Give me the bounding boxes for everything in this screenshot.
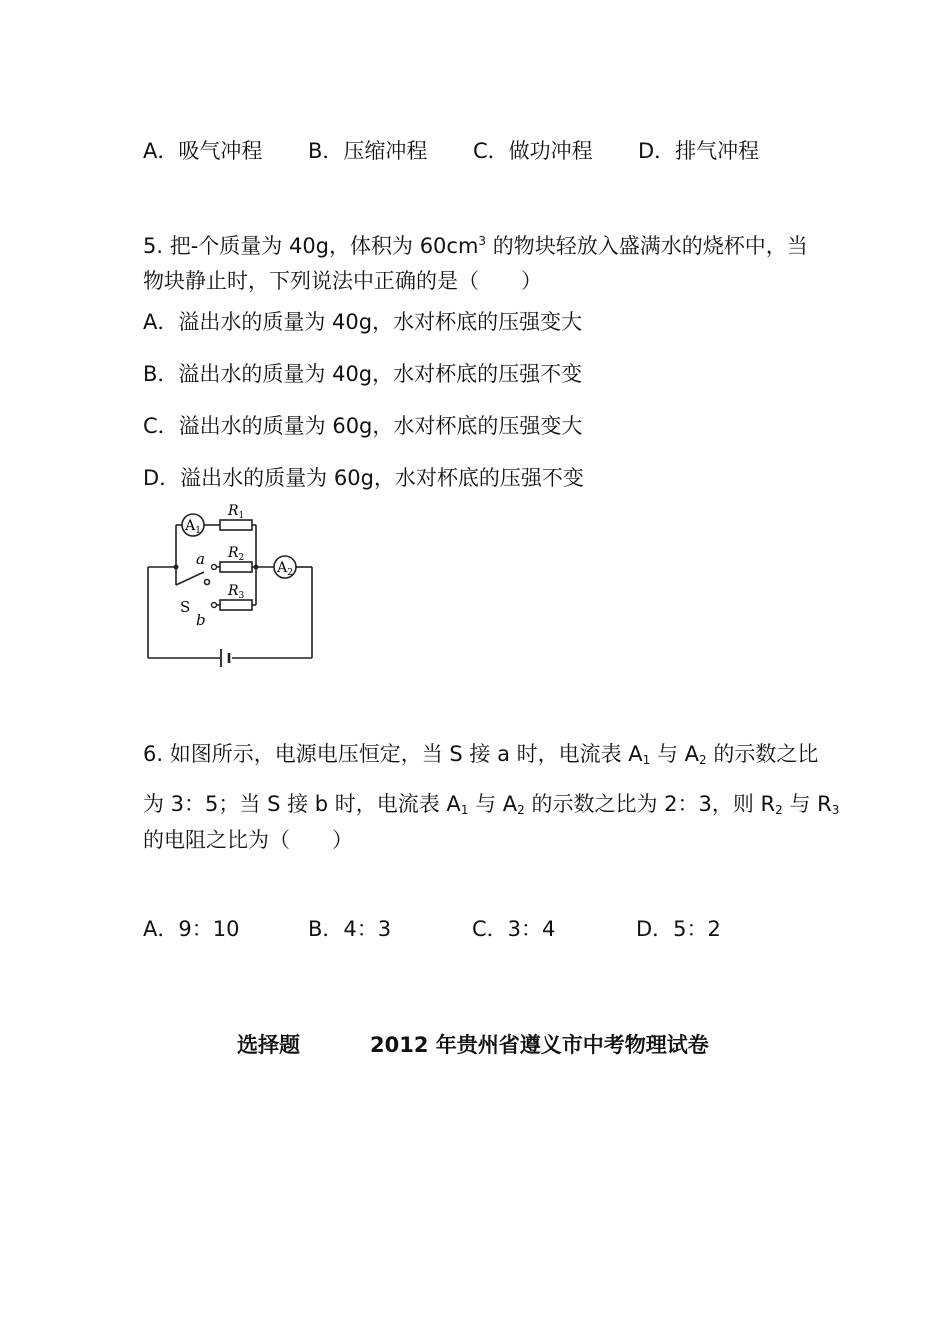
resistor-r1-label: $R_1$ xyxy=(228,503,245,521)
q6-option-a: A．9：10 xyxy=(143,917,240,941)
circuit-diagram xyxy=(140,500,325,672)
q5-stem-line-1: 5. 把-个质量为 40g，体积为 $60cm^3$ 的物块轻放入盛满水的烧杯中，当 xyxy=(143,234,808,258)
resistor-r3-label: $R_3$ xyxy=(228,583,245,601)
q4-option-c: C．做功冲程 xyxy=(473,139,593,163)
q6-option-b: B．4：3 xyxy=(308,917,392,941)
q5-option-a: A．溢出水的质量为 40g，水对杯底的压强变大 xyxy=(143,310,583,334)
resistor-r1 xyxy=(220,520,252,530)
ammeter-a2-label: $A_2$ xyxy=(277,560,293,578)
q6-stem-line-3: 的电阻之比为（ ） xyxy=(143,828,353,852)
q5-option-b: B．溢出水的质量为 40g，水对杯底的压强不变 xyxy=(143,362,583,386)
switch-contact xyxy=(205,580,210,585)
resistor-r2-label: $R_2$ xyxy=(228,545,245,563)
terminal-a xyxy=(212,565,217,570)
q4-option-b: B．压缩冲程 xyxy=(308,139,428,163)
q6-option-d: D．5：2 xyxy=(636,917,721,941)
q5-option-c: C．溢出水的质量为 60g，水对杯底的压强变大 xyxy=(143,414,583,438)
q4-option-d: D．排气冲程 xyxy=(638,139,760,163)
switch-s-label: S xyxy=(180,598,191,616)
q6-option-c: C．3：4 xyxy=(472,917,556,941)
left-node-dot xyxy=(174,565,179,570)
footer-exam-title: 2012 年贵州省遵义市中考物理试卷 xyxy=(370,1033,709,1057)
q5-stem-line-2: 物块静止时，下列说法中正确的是（ ） xyxy=(143,269,542,293)
resistor-r2 xyxy=(220,562,252,572)
q5-option-d: D．溢出水的质量为 60g，水对杯底的压强不变 xyxy=(143,466,584,490)
terminal-b xyxy=(212,603,217,608)
ammeter-a1-label: $A_1$ xyxy=(185,518,201,536)
footer-section-label: 选择题 xyxy=(237,1033,300,1057)
switch-s-blade xyxy=(176,572,204,585)
resistor-r3 xyxy=(220,600,252,610)
right-node-dot xyxy=(254,565,259,570)
node-a-label: a xyxy=(196,550,205,568)
q6-stem-line-1: 6. 如图所示，电源电压恒定，当 S 接 a 时，电流表 $A_1$ 与 $A_2$ 的示数之比 xyxy=(143,742,819,767)
q6-stem-line-2: 为 3：5；当 S 接 b 时，电流表 $A_1$ 与 $A_2$ 的示数之比为 2：3，则 $R_2$ 与 $R_3$ xyxy=(143,792,840,817)
node-b-label: b xyxy=(196,611,206,629)
q4-option-a: A．吸气冲程 xyxy=(143,139,263,163)
